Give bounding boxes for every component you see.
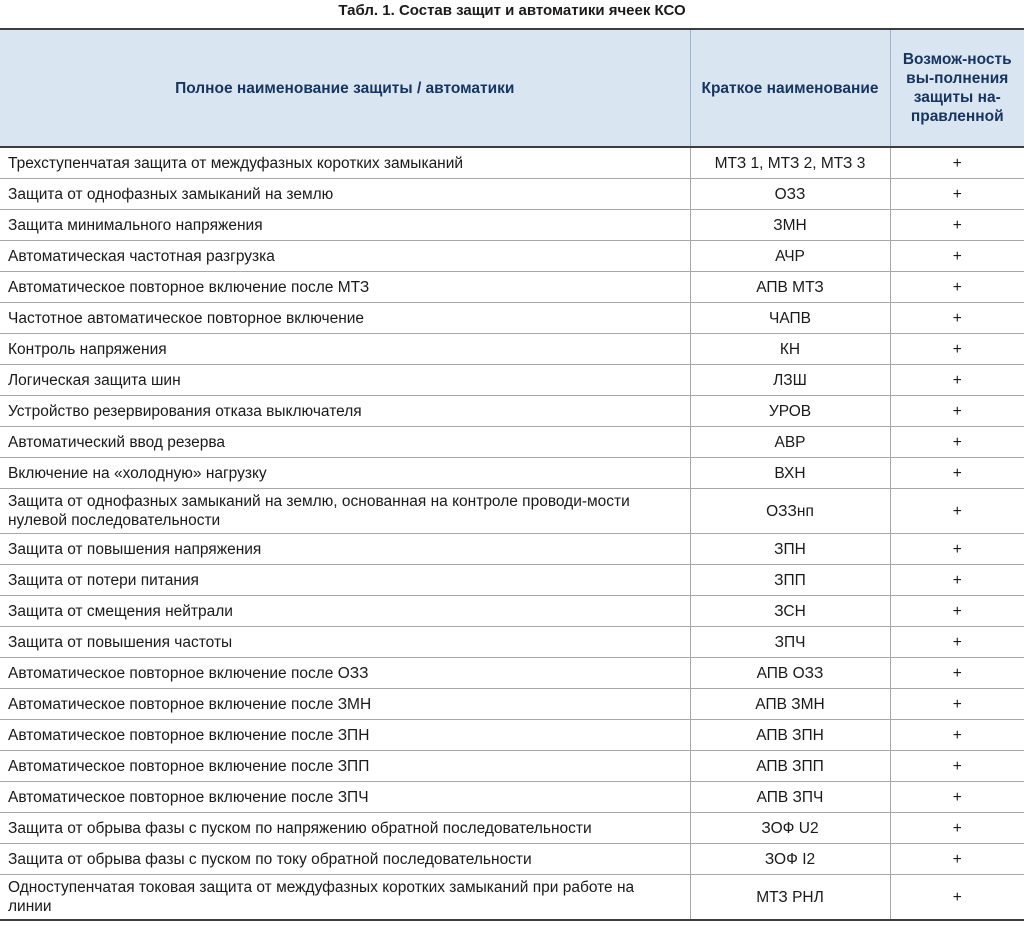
cell-directional: + xyxy=(890,179,1024,210)
cell-full-name: Автоматическое повторное включение после ЗПЧ xyxy=(0,782,690,813)
table-row xyxy=(0,272,1024,303)
cell-directional: + xyxy=(890,565,1024,596)
cell-short-name: АПВ ЗПН xyxy=(690,720,890,751)
table-row xyxy=(0,489,1024,534)
cell-short-name: АПВ ЗПП xyxy=(690,751,890,782)
table-row xyxy=(0,596,1024,627)
cell-directional: + xyxy=(890,844,1024,875)
cell-directional: + xyxy=(890,147,1024,179)
table-caption: Табл. 1. Состав защит и автоматики ячеек КСО xyxy=(338,2,686,19)
cell-full-name: Защита от потери питания xyxy=(0,565,690,596)
cell-full-name: Автоматическая частотная разгрузка xyxy=(0,241,690,272)
cell-full-name: Автоматическое повторное включение после ЗПН xyxy=(0,720,690,751)
cell-short-name: АПВ ОЗЗ xyxy=(690,658,890,689)
cell-short-name: АЧР xyxy=(690,241,890,272)
table-row xyxy=(0,658,1024,689)
cell-full-name: Устройство резервирования отказа выключателя xyxy=(0,396,690,427)
table-row xyxy=(0,147,1024,179)
table-row xyxy=(0,751,1024,782)
cell-full-name: Защита от обрыва фазы с пуском по напряжению обратной последовательности xyxy=(0,813,690,844)
cell-full-name: Автоматическое повторное включение после ЗМН xyxy=(0,689,690,720)
cell-directional: + xyxy=(890,689,1024,720)
cell-full-name: Трехступенчатая защита от междуфазных коротких замыканий xyxy=(8,154,464,172)
header-full-name: Полное наименование защиты / автоматики xyxy=(0,29,690,147)
cell-short-name: ЗПН xyxy=(690,534,890,565)
table-row xyxy=(0,427,1024,458)
table-row xyxy=(0,534,1024,565)
cell-short-name: ЗСН xyxy=(690,596,890,627)
cell-directional: + xyxy=(890,396,1024,427)
cell-directional: + xyxy=(890,751,1024,782)
cell-short-name: МТЗ 1, МТЗ 2, МТЗ 3 xyxy=(690,147,890,179)
table-row xyxy=(0,303,1024,334)
cell-full-name: Логическая защита шин xyxy=(0,365,690,396)
cell-short-name: ЗМН xyxy=(690,210,890,241)
cell-full-name: Защита от однофазных замыканий на землю xyxy=(0,179,690,210)
cell-directional: + xyxy=(890,720,1024,751)
cell-full-name: Включение на «холодную» нагрузку xyxy=(0,458,690,489)
cell-short-name: ЗПЧ xyxy=(690,627,890,658)
cell-short-name: ЗОФ I2 xyxy=(690,844,890,875)
header-row xyxy=(0,29,1024,147)
table-row xyxy=(0,627,1024,658)
table-row xyxy=(0,365,1024,396)
cell-directional: + xyxy=(890,210,1024,241)
cell-full-name: Автоматическое повторное включение после МТЗ xyxy=(0,272,690,303)
protection-table xyxy=(0,28,1024,921)
cell-short-name: ЛЗШ xyxy=(690,365,890,396)
table-row xyxy=(0,875,1024,921)
cell-directional: + xyxy=(890,458,1024,489)
table-row xyxy=(0,458,1024,489)
cell-full-name: Защита от повышения напряжения xyxy=(0,534,690,565)
cell-short-name: ВХН xyxy=(690,458,890,489)
cell-directional: + xyxy=(890,489,1024,534)
cell-short-name: УРОВ xyxy=(690,396,890,427)
table-row xyxy=(0,782,1024,813)
table-row xyxy=(0,565,1024,596)
cell-full-name: Контроль напряжения xyxy=(0,334,690,365)
table-body xyxy=(0,147,1024,920)
cell-directional: + xyxy=(890,596,1024,627)
cell-short-name: ЧАПВ xyxy=(690,303,890,334)
table-row xyxy=(0,844,1024,875)
table-row xyxy=(0,813,1024,844)
cell-full-name: Защита от смещения нейтрали xyxy=(0,596,690,627)
cell-directional: + xyxy=(890,813,1024,844)
cell-directional: + xyxy=(890,875,1024,921)
cell-full-name: Автоматическое повторное включение после ОЗЗ xyxy=(0,658,690,689)
table-row xyxy=(0,720,1024,751)
cell-directional: + xyxy=(890,365,1024,396)
cell-directional: + xyxy=(890,534,1024,565)
table-row xyxy=(0,689,1024,720)
cell-short-name: ОЗЗ xyxy=(690,179,890,210)
cell-directional: + xyxy=(890,334,1024,365)
cell-short-name: АВР xyxy=(690,427,890,458)
table-header xyxy=(0,29,1024,147)
cell-full-name: Защита от повышения частоты xyxy=(0,627,690,658)
cell-directional: + xyxy=(890,658,1024,689)
cell-directional: + xyxy=(890,427,1024,458)
cell-directional: + xyxy=(890,272,1024,303)
cell-short-name: АПВ МТЗ xyxy=(690,272,890,303)
header-directional: Возмож-ность вы-полнения защиты на-правленной xyxy=(890,29,1024,147)
cell-short-name: АПВ ЗПЧ xyxy=(690,782,890,813)
table-row xyxy=(0,179,1024,210)
cell-full-name: Одноступенчатая токовая защита от междуфазных коротких замыканий при работе на линии xyxy=(0,875,690,921)
cell-full-name: Автоматическое повторное включение после ЗПП xyxy=(0,751,690,782)
cell-short-name: ОЗЗнп xyxy=(690,489,890,534)
cell-full-name: Защита минимального напряжения xyxy=(0,210,690,241)
cell-full-name: Защита от однофазных замыканий на землю, основанная на контроле проводи-мости нулевой последовательности xyxy=(0,489,690,534)
table-row xyxy=(0,396,1024,427)
cell-short-name: ЗОФ U2 xyxy=(690,813,890,844)
table-row xyxy=(0,241,1024,272)
cell-full-name: Автоматический ввод резерва xyxy=(0,427,690,458)
cell-directional: + xyxy=(890,241,1024,272)
table-row xyxy=(0,210,1024,241)
cell-full-name: Защита от обрыва фазы с пуском по току обратной последовательности xyxy=(0,844,690,875)
cell-short-name: ЗПП xyxy=(690,565,890,596)
cell-directional: + xyxy=(890,303,1024,334)
cell-short-name: АПВ ЗМН xyxy=(690,689,890,720)
cell-directional: + xyxy=(890,782,1024,813)
table-row xyxy=(0,334,1024,365)
cell-short-name: МТЗ РНЛ xyxy=(690,875,890,921)
cell-full-name: Частотное автоматическое повторное включение xyxy=(0,303,690,334)
cell-directional: + xyxy=(890,627,1024,658)
header-short-name: Краткое наименование xyxy=(690,29,890,147)
cell-short-name: КН xyxy=(690,334,890,365)
